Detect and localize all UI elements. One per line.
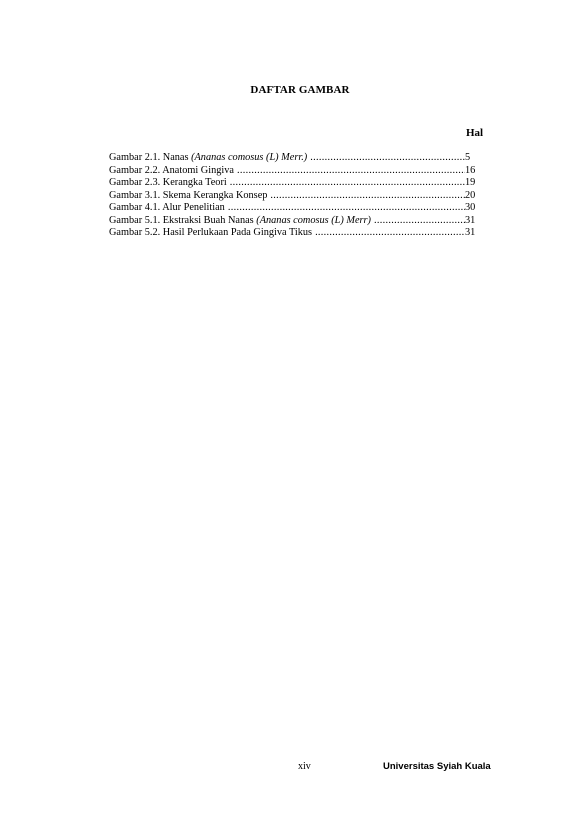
entry-page: 31	[465, 227, 476, 238]
entry-label	[109, 190, 267, 203]
list-item	[109, 202, 489, 215]
footer-page-number: xiv	[298, 761, 311, 772]
entry-page: 19	[465, 177, 476, 188]
dot-leader	[227, 177, 465, 190]
dot-leader	[234, 165, 465, 178]
entry-prefix: Gambar 3.1. Skema Kerangka Konsep	[109, 189, 268, 201]
list-item	[109, 190, 489, 203]
entry-label	[109, 152, 307, 165]
entry-label	[109, 202, 225, 215]
entry-italic: (Ananas comosus (L) Merr)	[256, 214, 371, 226]
entry-prefix: Gambar 5.1. Ekstraksi Buah Nanas	[109, 214, 257, 226]
figure-list	[109, 152, 489, 240]
list-item	[109, 165, 489, 178]
entry-page: 31	[465, 214, 476, 226]
entry-prefix: Gambar 2.3. Kerangka Teori	[109, 177, 227, 188]
footer-institution: Universitas Syiah Kuala	[383, 761, 491, 772]
dot-leader	[312, 227, 465, 240]
entry-page: 16	[465, 164, 476, 176]
dot-leader	[371, 215, 465, 228]
entry-prefix: Gambar 2.1. Nanas	[109, 152, 192, 163]
dot-leader	[307, 152, 465, 165]
entry-page: 5	[465, 152, 471, 163]
entry-page: 20	[465, 189, 476, 201]
dot-leader	[267, 190, 465, 203]
entry-prefix: Gambar 4.1. Alur Penelitian	[109, 202, 225, 213]
entry-label	[109, 165, 234, 178]
list-item	[109, 177, 489, 190]
entry-italic: (Ananas comosus (L) Merr.)	[191, 152, 308, 163]
dot-leader	[225, 202, 465, 215]
entry-label	[109, 177, 227, 190]
entry-label	[109, 227, 312, 240]
entry-label	[109, 215, 371, 228]
entry-prefix: Gambar 5.2. Hasil Perlukaan Pada Gingiva Tikus	[109, 227, 313, 238]
list-item	[109, 152, 489, 165]
entry-page: 30	[465, 202, 476, 213]
page-title: DAFTAR GAMBAR	[250, 84, 350, 96]
list-item	[109, 227, 489, 240]
list-item	[109, 215, 489, 228]
page-column-header: Hal	[466, 127, 484, 139]
entry-prefix: Gambar 2.2. Anatomi Gingiva	[109, 164, 234, 176]
